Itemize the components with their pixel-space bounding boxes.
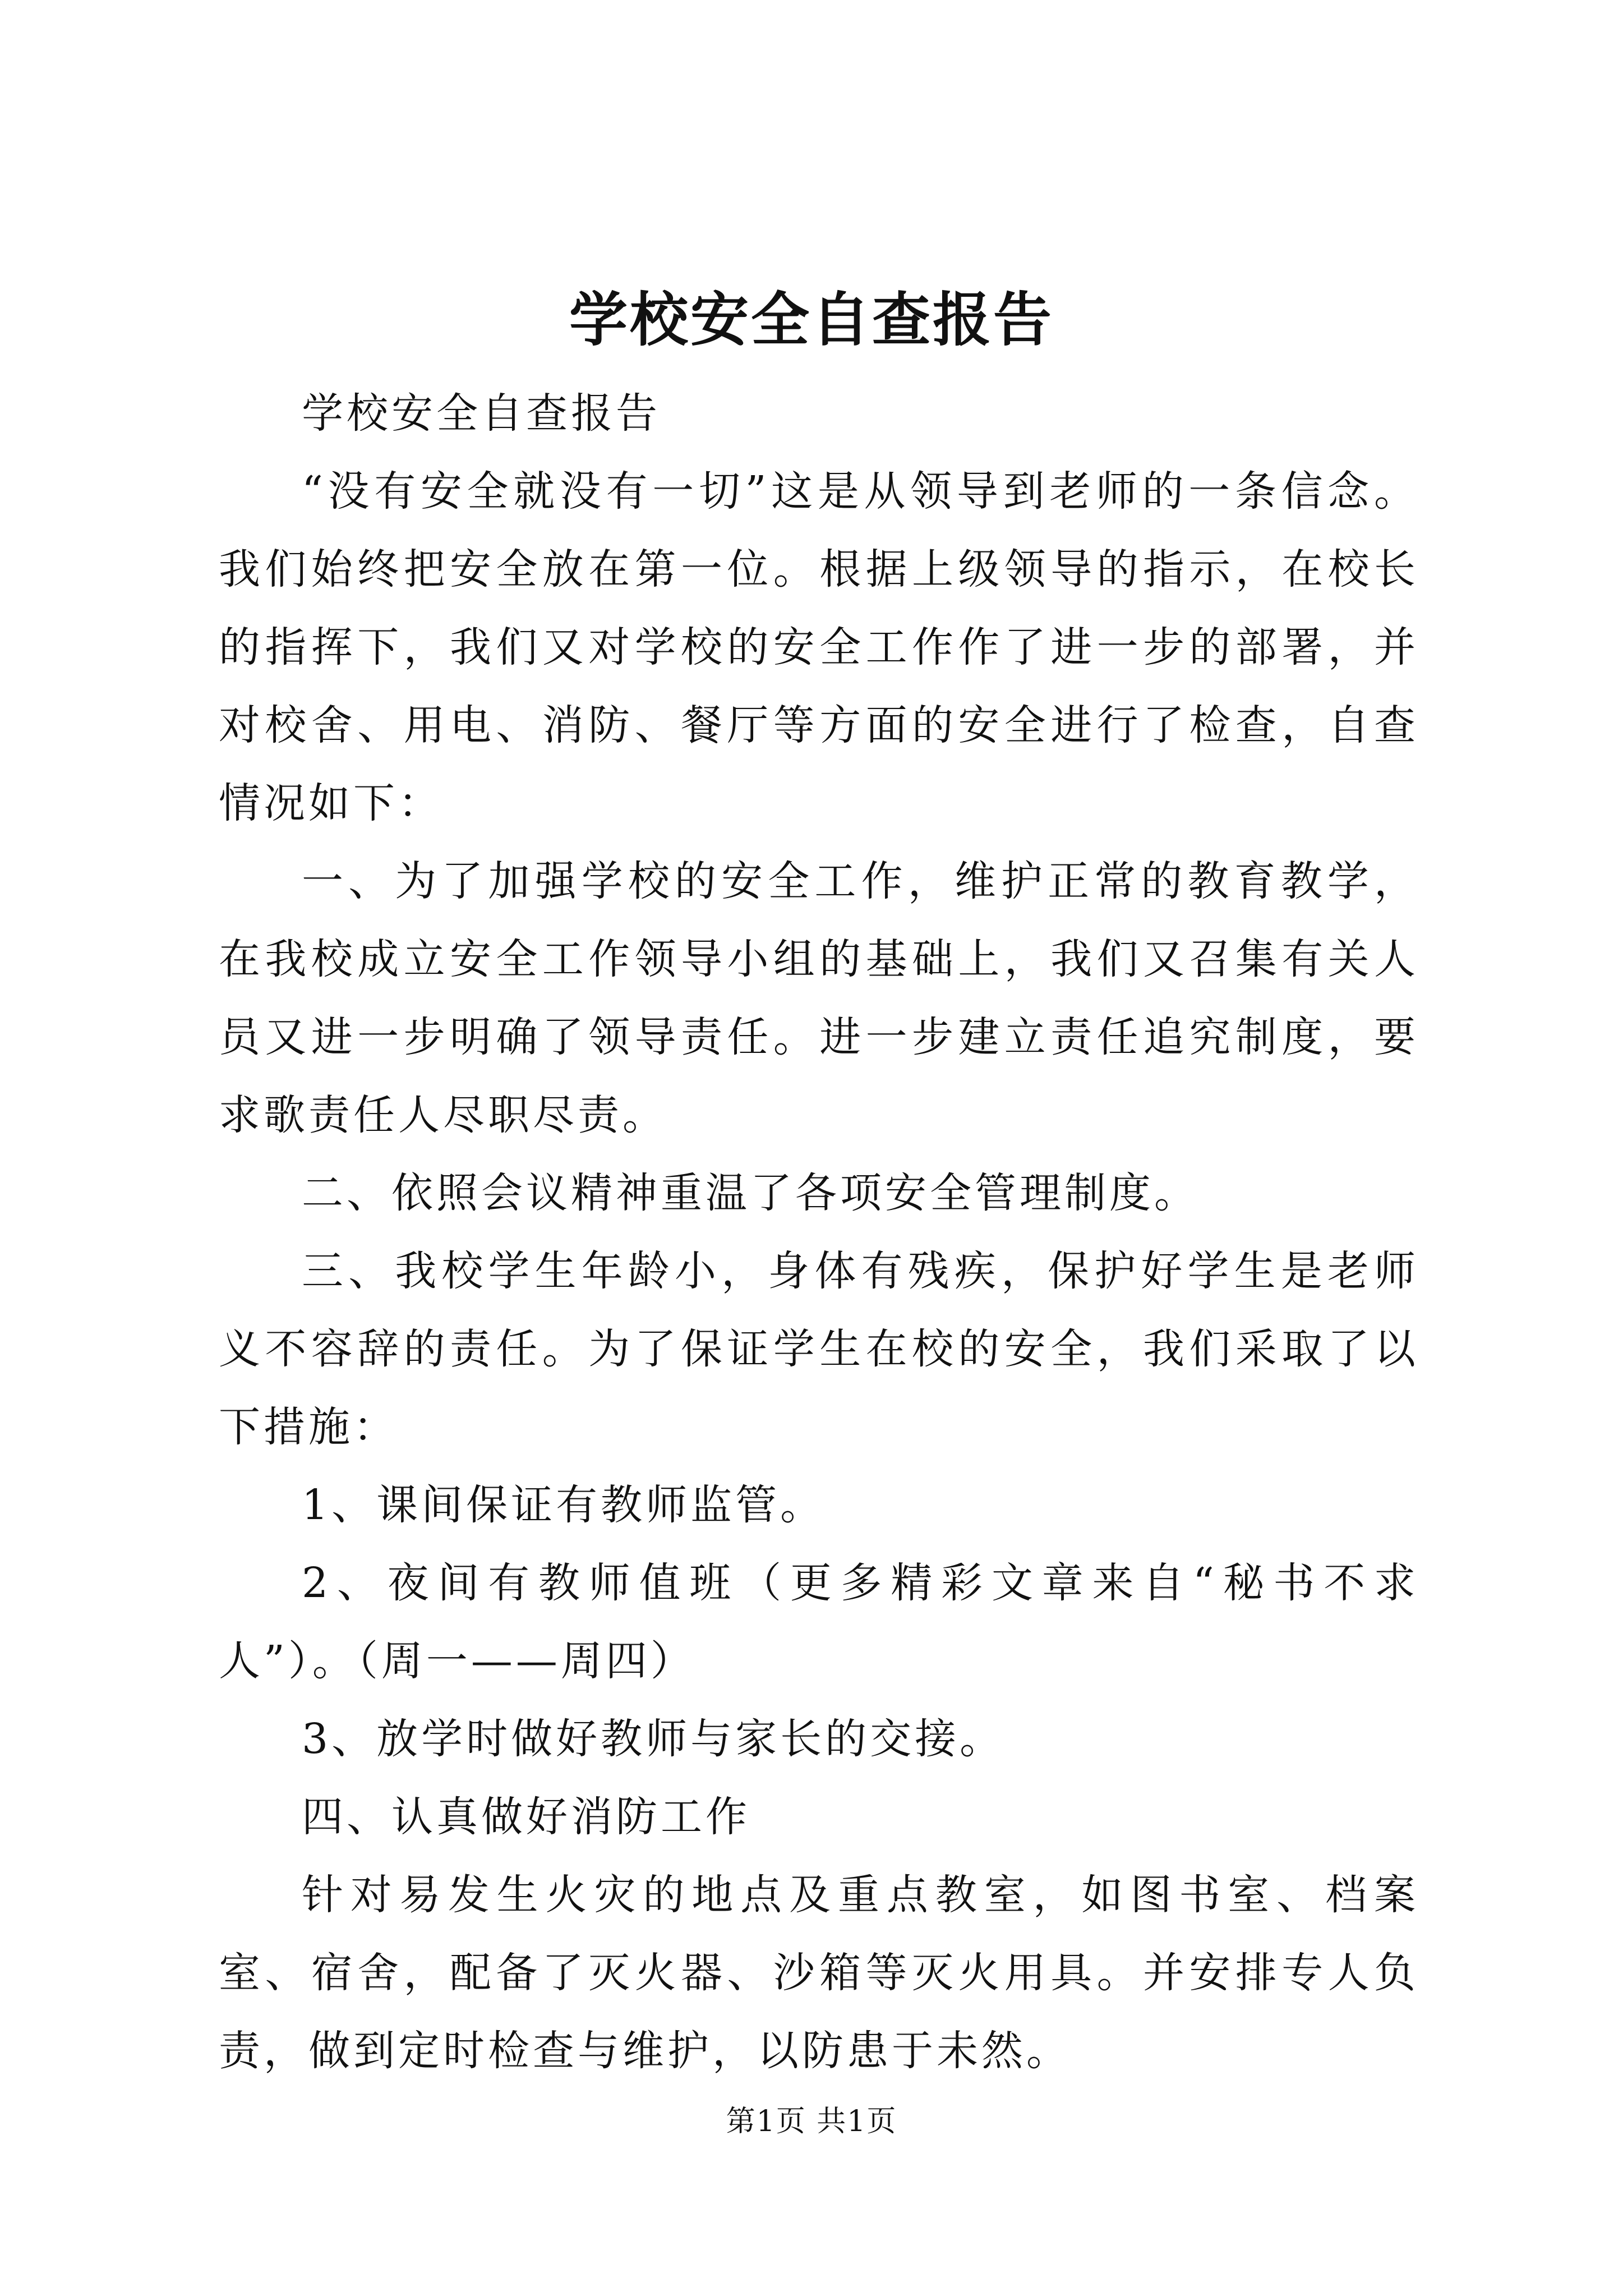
page-footer: 第1页 共1页 <box>726 2105 897 2138</box>
paragraph-section-1: 一、为了加强学校的安全工作，维护正常的教育教学，在我校成立安全工作领导小组的基础上，我们又召集有关人员又进一步明确了领导责任。进一步建立责任追究制度，要求歌责任人尽职尽责。 <box>219 857 1419 1139</box>
paragraph-measure-1: 1、课间保证有教师监管。 <box>302 1481 826 1529</box>
paragraph-subtitle: 学校安全自查报告 <box>302 389 661 438</box>
paragraph-section-4: 四、认真做好消防工作 <box>302 1793 750 1841</box>
document-body <box>219 375 1419 2090</box>
paragraph-fire-safety: 针对易发生火灾的地点及重点教室，如图书室、档案室、宿舍，配备了灭火器、沙箱等灭火用具。并安排专人负责，做到定时检查与维护，以防患于未然。 <box>219 1871 1419 2075</box>
paragraph-intro: “没有安全就没有一切”这是从领导到老师的一条信念。我们始终把安全放在第一位。根据上级领导的指示，在校长的指挥下，我们又对学校的安全工作作了进一步的部署，并对校舍、用电、消防、餐厅等方面的安全进行了检查，自查情况如下： <box>219 467 1419 827</box>
paragraph-section-2: 二、依照会议精神重温了各项安全管理制度。 <box>302 1169 1199 1217</box>
paragraph-measure-3: 3、放学时做好教师与家长的交接。 <box>302 1715 1005 1763</box>
paragraph-section-3: 三、我校学生年龄小，身体有残疾，保护好学生是老师义不容辞的责任。为了保证学生在校的安全，我们采取了以下措施： <box>219 1247 1419 1451</box>
document-title: 学校安全自查报告 <box>569 285 1054 354</box>
paragraph-measure-2: 2、夜间有教师值班（更多精彩文章来自“秘书不求人”）。（周一——周四） <box>219 1559 1419 1685</box>
